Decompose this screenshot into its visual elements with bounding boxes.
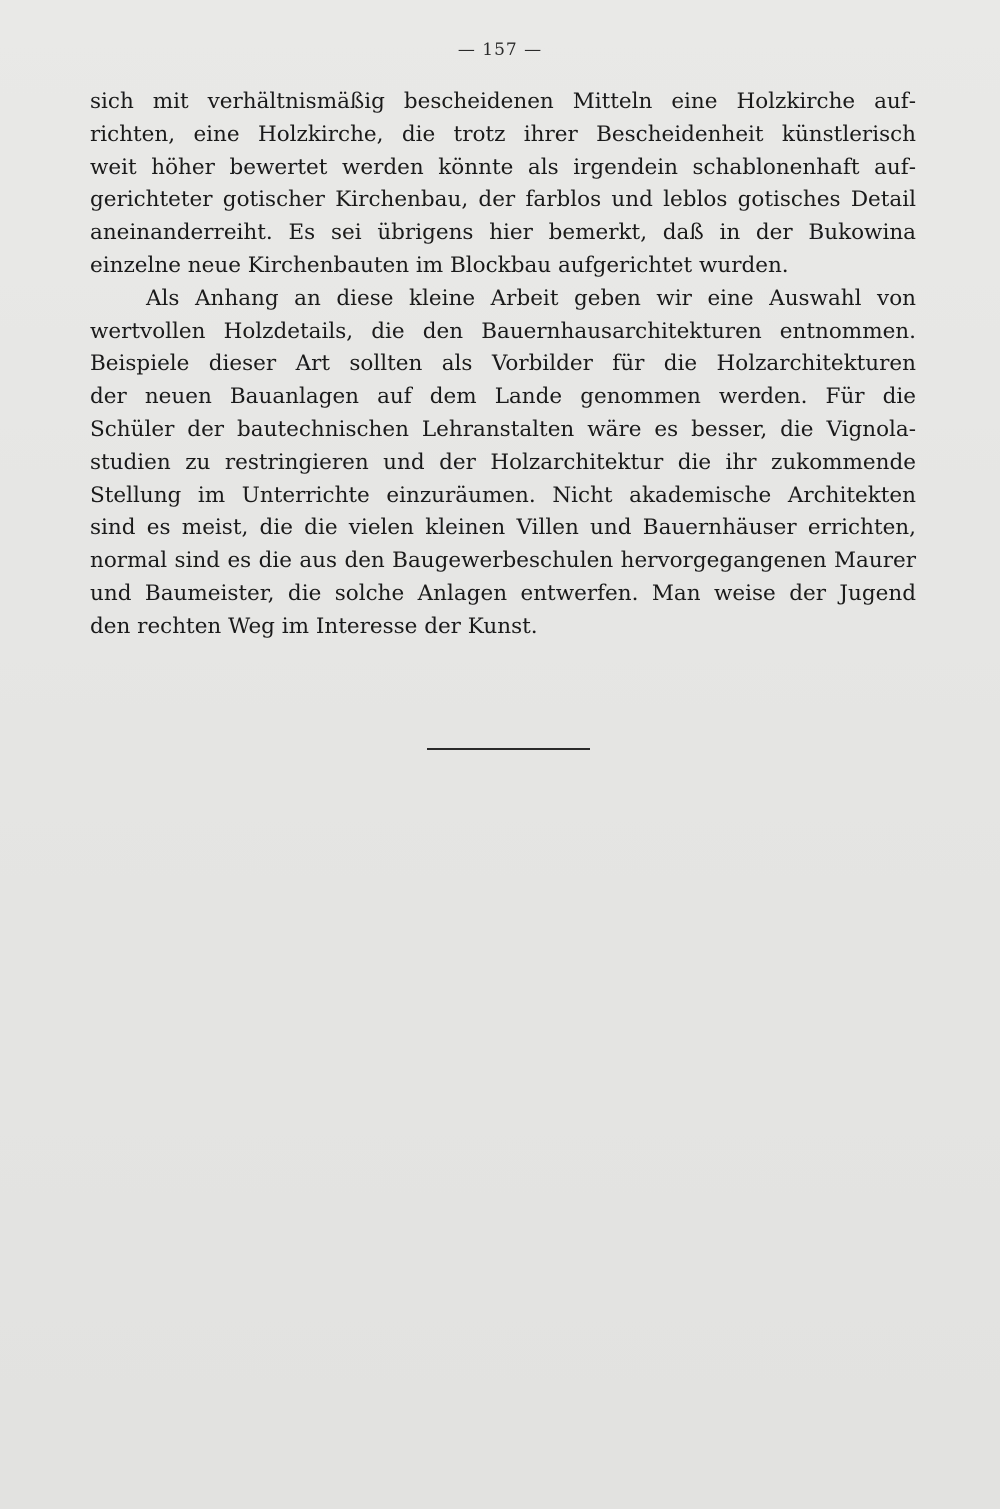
body-text	[90, 86, 916, 644]
text-line: wertvollen Holzdetails, die den Bauernhausarchitekturen entnommen.	[90, 318, 916, 344]
text-line: aneinanderreiht. Es sei übrigens hier bemerkt, daß in der Bukowina	[90, 220, 916, 246]
text-line: Als Anhang an diese kleine Arbeit geben wir eine Auswahl von	[146, 285, 916, 311]
text-line: sind es meist, die die vielen kleinen Villen und Bauernhäuser errichten,	[90, 515, 916, 541]
text-line: richten, eine Holzkirche, die trotz ihrer Bescheidenheit künstlerisch	[90, 121, 916, 147]
text-line: Beispiele dieser Art sollten als Vorbilder für die Holzarchitekturen	[90, 351, 916, 377]
text-line: und Baumeister, die solche Anlagen entwerfen. Man weise der Jugend	[90, 580, 916, 606]
text-line: normal sind es die aus den Baugewerbeschulen hervorgegangenen Maurer	[90, 548, 916, 574]
text-line: den rechten Weg im Interesse der Kunst.	[90, 613, 538, 639]
section-end-rule	[427, 748, 590, 750]
text-line: sich mit verhältnismäßig bescheidenen Mitteln eine Holzkirche auf‐	[90, 89, 916, 114]
text-line: weit höher bewertet werden könnte als irgendein schablonenhaft auf‐	[90, 154, 916, 180]
page-number: — 157 —	[457, 40, 543, 60]
text-line: der neuen Bauanlagen auf dem Lande genommen werden. Für die	[90, 384, 916, 410]
text-line: Stellung im Unterrichte einzuräumen. Nicht akademische Architekten	[90, 482, 916, 508]
text-line: gerichteter gotischer Kirchenbau, der farblos und leblos gotisches Detail	[90, 187, 916, 213]
text-line: studien zu restringieren und der Holzarchitektur die ihr zukommende	[90, 449, 916, 475]
text-line: Schüler der bautechnischen Lehranstalten wäre es besser, die Vignola‐	[90, 416, 916, 442]
text-line: einzelne neue Kirchenbauten im Blockbau aufgerichtet wurden.	[90, 252, 789, 278]
